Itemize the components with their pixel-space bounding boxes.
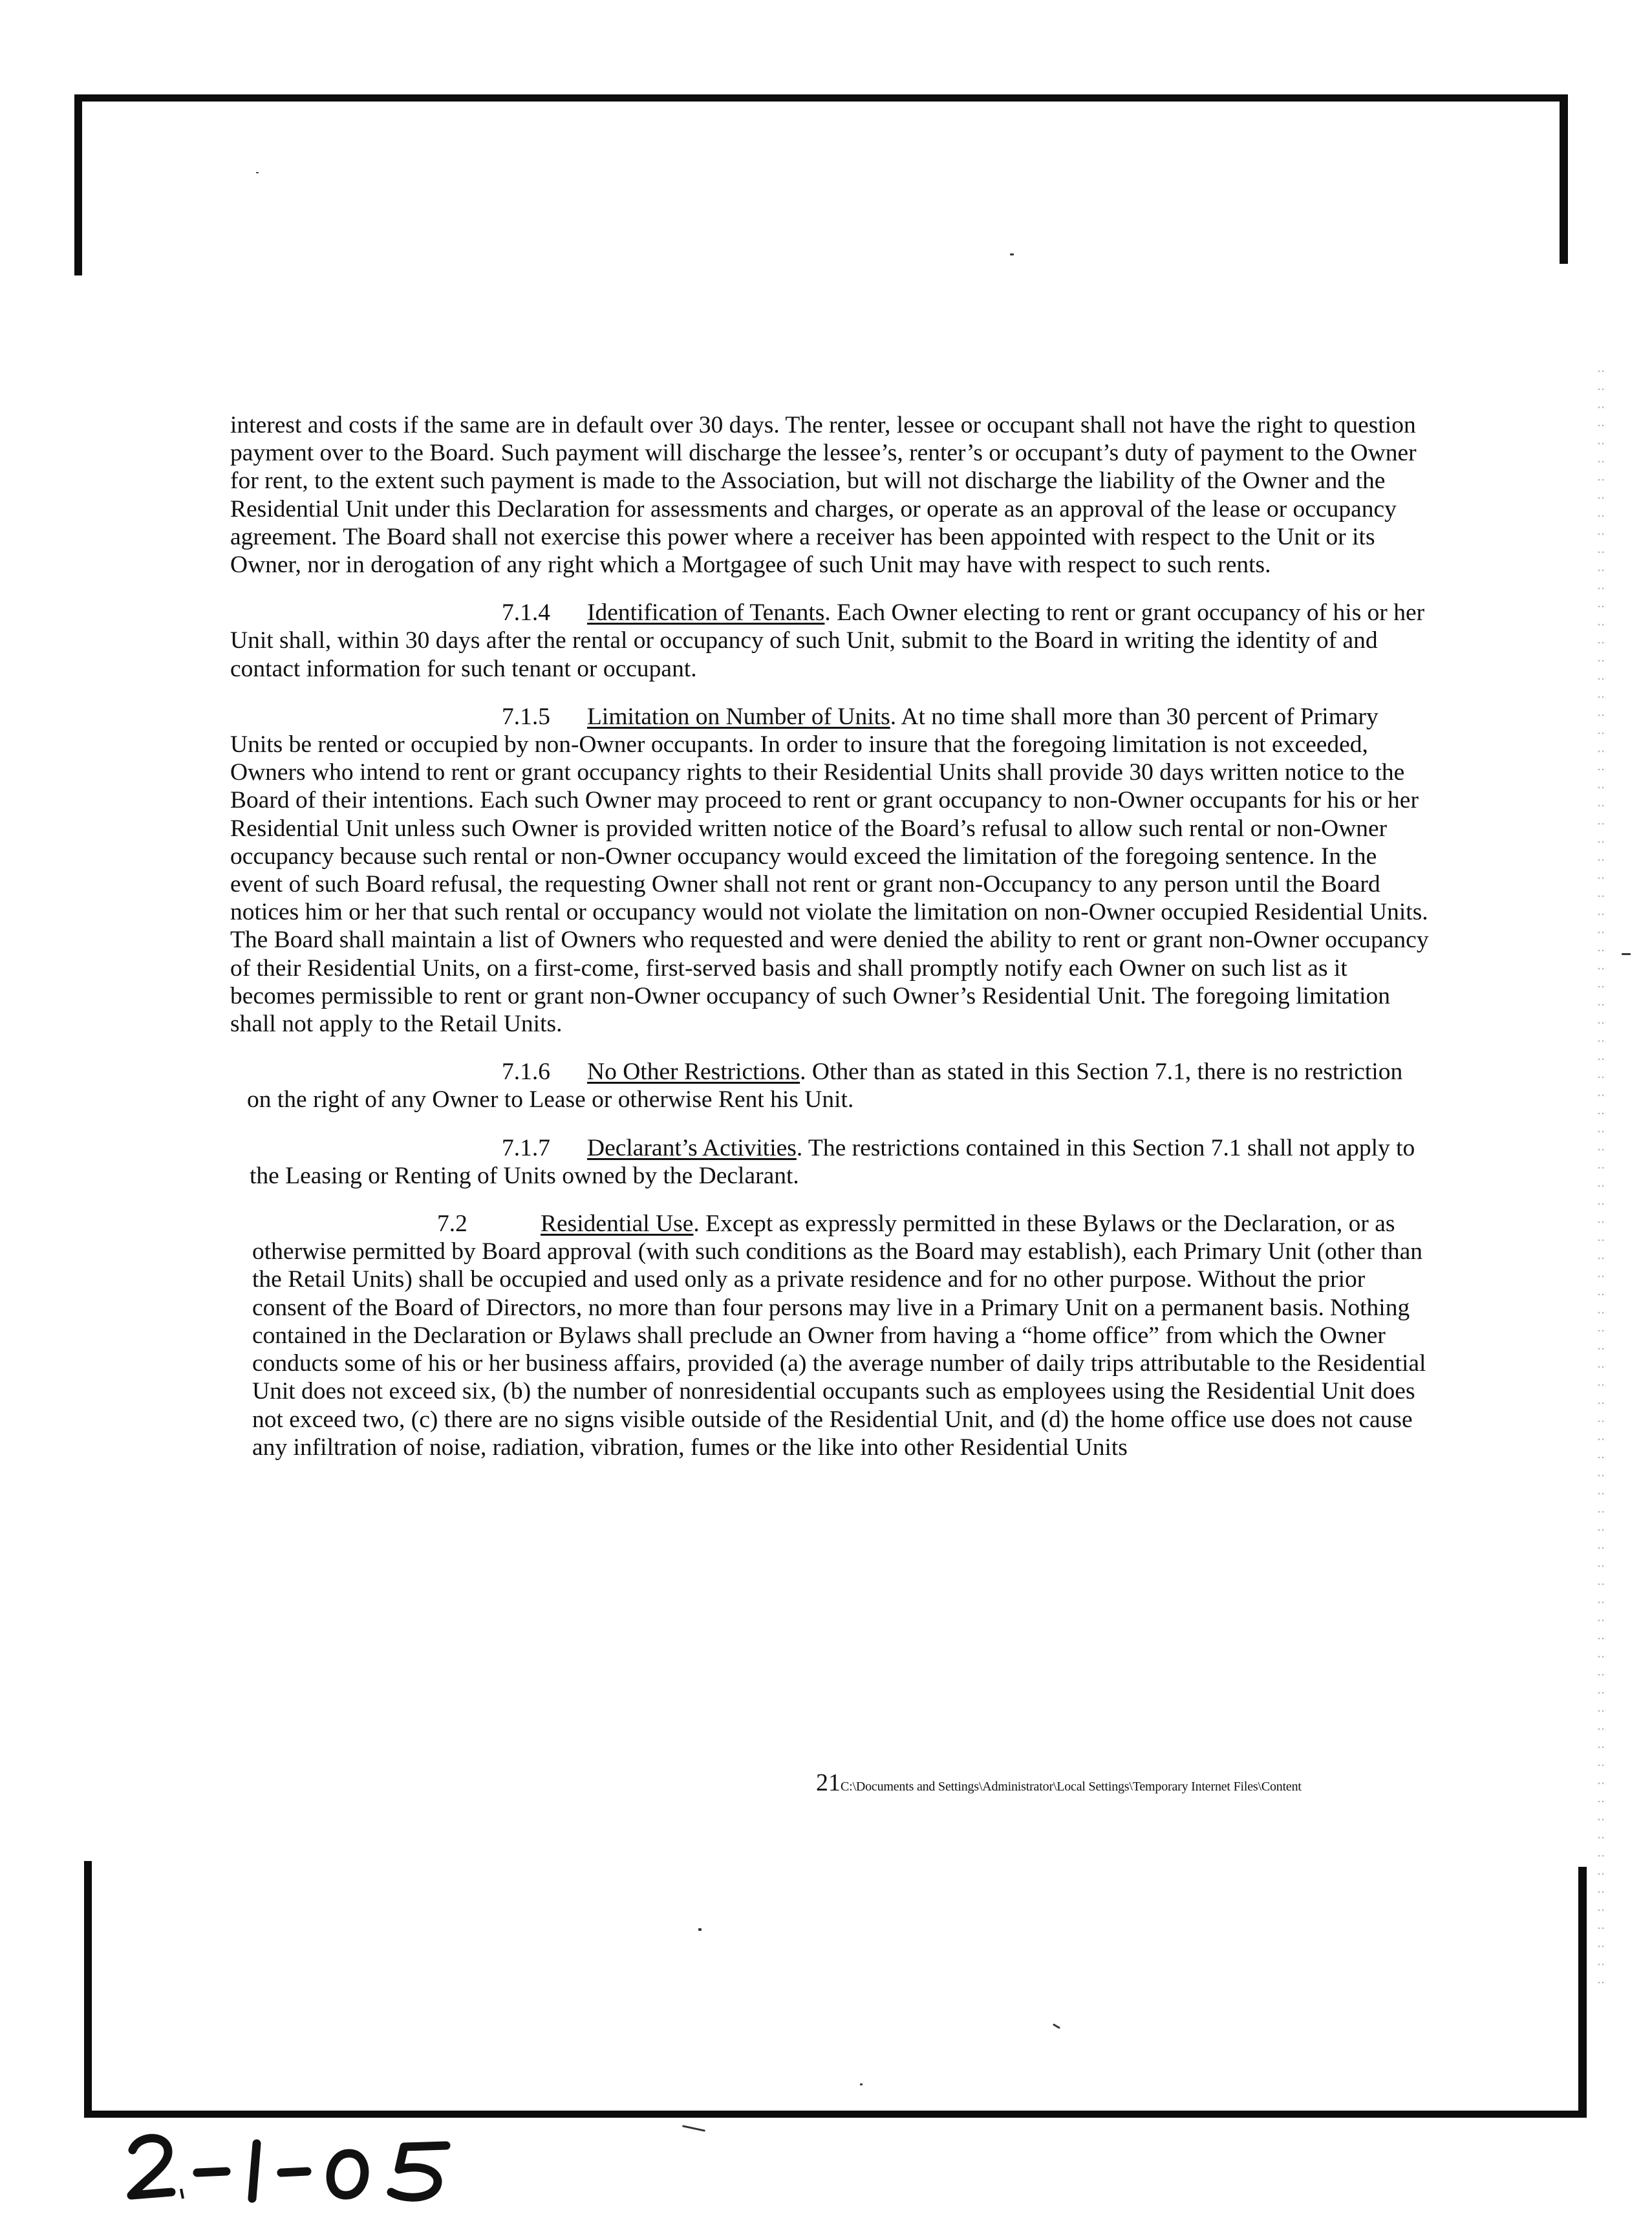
section-text: . Each Owner electing to rent or grant occupancy of his or her Unit shall, within 30 days after the rental or occupancy of such Unit, submit to the Board in writing the identity of and contact information for such tenant or occupant. [230, 599, 1425, 682]
paragraph-text: interest and costs if the same are in default over 30 days. The renter, lessee or occupant shall not have the right to question payment over to the Board. Such payment will discharge the lessee’s, renter’s or occupant’s duty of payment to the Owner for rent, to the extent such payment is made to the Association, but will not discharge the liability of the Owner and the Residential Unit under this Declaration for assessments and charges, or operate as an approval of the lease or occupancy agreement. The Board shall not exercise this power where a receiver has been appointed with respect to the Unit or its Owner, nor in derogation of any right which a Mortgagee of such Unit may have with respect to such rents. [230, 412, 1417, 579]
frame-bottom-right-post [1578, 1867, 1587, 2118]
section-number: 7.1.7 [502, 1134, 550, 1161]
section-number: 7.1.4 [502, 599, 550, 627]
file-path: C:\Documents and Settings\Administrator\Local Settings\Temporary Internet Files\Content [841, 1780, 1302, 1794]
right-edge-scan-noise [1597, 362, 1606, 1992]
page-number: 21 [816, 1769, 841, 1796]
page-footer [816, 1769, 1302, 1797]
handwritten-date [120, 2127, 456, 2205]
frame-top-right-post [1560, 94, 1568, 264]
section-number: 7.1.6 [502, 1059, 550, 1086]
frame-top-left-post [74, 94, 82, 275]
frame-bottom-left-post [84, 1861, 92, 2116]
scan-speck [1053, 2023, 1060, 2029]
section-heading: Limitation on Number of Units [587, 703, 890, 730]
scan-speck [1622, 953, 1631, 955]
section-heading: Declarant’s Activities [587, 1134, 797, 1161]
section-heading: Identification of Tenants [587, 599, 825, 627]
frame-bottom-border [84, 2111, 1586, 2118]
frame-top-border [74, 94, 1568, 102]
section-heading: No Other Restrictions [587, 1059, 800, 1086]
section-7-1-7 [230, 1134, 1433, 1190]
section-7-1-4 [230, 599, 1433, 683]
section-number: 7.2 [437, 1210, 467, 1238]
document-body [230, 411, 1433, 1481]
scan-speck [256, 172, 259, 173]
section-heading: Residential Use [541, 1210, 694, 1238]
scan-speck [682, 2125, 705, 2131]
section-7-2 [230, 1210, 1433, 1461]
section-text: . Except as expressly permitted in these Bylaws or the Declaration, or as otherwise permitted by Board approval (with such conditions as the Board may establish), each Primary Unit (other than the Retail Units) shall be occupied and used only as a private residence and for no other purpose. Without the prior consent of the Board of Directors, no more than four persons may live in a Primary Unit on a permanent basis. Nothing contained in the Declaration or Bylaws shall preclude an Owner from having a “home office” from which the Owner conducts some of his or her business affairs, provided (a) the average number of daily trips attributable to the Residential Unit does not exceed six, (b) the number of nonresidential occupants such as employees using the Residential Unit does not exceed two, (c) there are no signs visible outside of the Residential Unit, and (d) the home office use does not cause any infiltration of noise, radiation, vibration, fumes or the like into other Residential Units [252, 1210, 1426, 1461]
section-7-1-6 [230, 1058, 1433, 1113]
continued-paragraph [230, 411, 1433, 579]
section-number: 7.1.5 [502, 703, 550, 730]
section-text: . At no time shall more than 30 percent of Primary Units be rented or occupied by non-Owner occupants. In order to insure that the foregoing limitation is not exceeded, Owners who intend to rent or grant occupancy rights to their Residential Units shall provide 30 days written notice to the Board of their intentions. Each such Owner may proceed to rent or grant occupancy to non-Owner occupants for his or her Residential Unit unless such Owner is provided written notice of the Board’s refusal to allow such rental or non-Owner occupancy because such rental or non-Owner occupancy would exceed the limitation of the foregoing sentence. In the event of such Board refusal, the requesting Owner shall not rent or grant non-Occupancy to any person until the Board notices him or her that such rental or occupancy would not violate the limitation on non-Owner occupied Residential Units. The Board shall maintain a list of Owners who requested and were denied the ability to rent or grant non-Owner occupancy of their Residential Units, on a first-come, first-served basis and shall promptly notify each Owner on such list as it becomes permissible to rent or grant non-Owner occupancy of such Owner’s Residential Unit. The foregoing limitation shall not apply to the Retail Units. [230, 703, 1429, 1038]
section-7-1-5 [230, 703, 1433, 1038]
section-text: . Other than as stated in this Section 7.1, there is no restriction on the right of any Owner to Lease or otherwise Rent his Unit. [247, 1059, 1403, 1113]
scan-speck [698, 1928, 702, 1931]
scan-speck [1010, 253, 1014, 255]
scan-speck [860, 2083, 863, 2085]
section-text: . The restrictions contained in this Section 7.1 shall not apply to the Leasing or Renting of Units owned by the Declarant. [250, 1134, 1415, 1189]
